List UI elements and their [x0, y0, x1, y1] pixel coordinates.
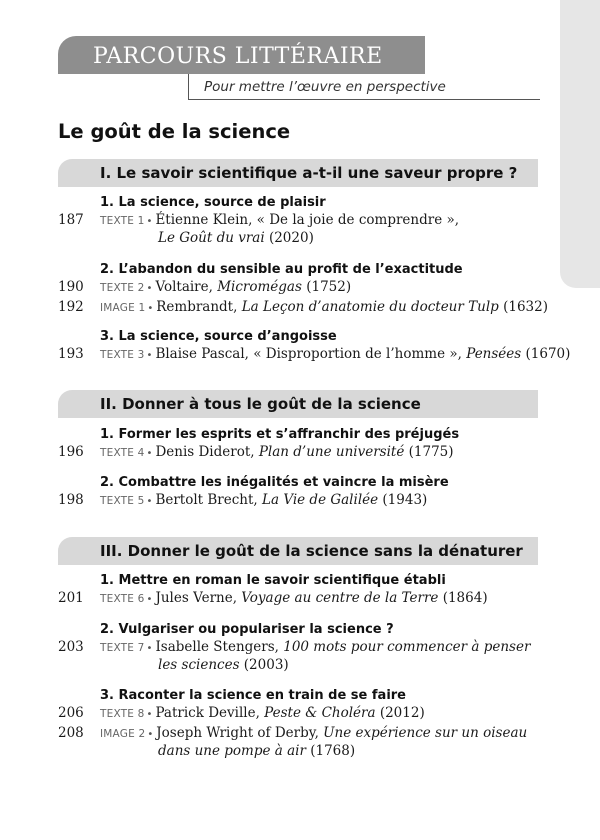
entry-year: (1752): [301, 279, 352, 295]
toc-entry[interactable]: [0, 279, 560, 299]
page-number: 190: [58, 279, 84, 295]
entry-work: Peste & Choléra: [264, 705, 376, 721]
entry-work: Voyage au centre de la Terre: [241, 590, 439, 606]
page-number: 203: [58, 639, 84, 655]
entry-line-2: [158, 230, 314, 246]
page-number: 192: [58, 299, 84, 315]
entry-year: (1632): [498, 299, 548, 315]
page-number: 193: [58, 346, 84, 362]
page-number: 198: [58, 492, 84, 508]
toc-entry[interactable]: [0, 346, 571, 366]
entry-work: Une expérience sur un oiseau: [323, 725, 528, 741]
entry-line-2: [158, 657, 289, 673]
entry-work-cont: les sciences: [158, 657, 240, 673]
bullet-icon: •: [146, 283, 153, 294]
entry-line: [100, 492, 427, 508]
entry-work: Le Goût du vrai: [158, 230, 265, 246]
section-title: 2. L’abandon du sensible au profit de l’exactitude: [100, 262, 463, 277]
entry-author: Blaise Pascal, « Disproportion de l’homme »,: [155, 346, 467, 362]
bullet-icon: •: [147, 729, 154, 740]
entry-line: [100, 725, 527, 741]
entry-label: TEXTE 5: [100, 495, 145, 507]
entry-author: Jules Verne,: [155, 590, 242, 606]
page-number: 206: [58, 705, 84, 721]
entry-author: Rembrandt,: [156, 299, 242, 315]
entry-work: La Vie de Galilée: [262, 492, 379, 508]
section-title: 1. Mettre en roman le savoir scientifique établi: [100, 573, 446, 588]
entry-label: TEXTE 7: [100, 642, 145, 654]
entry-label: IMAGE 2: [100, 728, 146, 740]
bullet-icon: •: [146, 709, 153, 720]
entry-line: [100, 299, 548, 315]
banner-subtitle: Pour mettre l’œuvre en perspective: [204, 79, 446, 95]
entry-label: TEXTE 1: [100, 215, 145, 227]
entry-work-cont: dans une pompe à air: [158, 743, 306, 759]
toc-entry[interactable]: [0, 444, 560, 464]
entry-line: [100, 639, 530, 655]
toc-entry[interactable]: [0, 212, 560, 246]
entry-work: 100 mots pour commencer à penser: [283, 639, 531, 655]
page-number: 196: [58, 444, 84, 460]
entry-author: Bertolt Brecht,: [155, 492, 263, 508]
entry-work: La Leçon d’anatomie du docteur Tulp: [241, 299, 499, 315]
page-number: 187: [58, 212, 84, 228]
section-title: 1. Former les esprits et s’affranchir des préjugés: [100, 427, 460, 442]
entry-label: TEXTE 3: [100, 349, 145, 361]
entry-line: [100, 444, 454, 460]
entry-line: [100, 346, 570, 362]
section-title: 2. Combattre les inégalités et vaincre la misère: [100, 475, 449, 490]
part-title: III. Donner le goût de la science sans la dénaturer: [100, 542, 523, 560]
page-number: 201: [58, 590, 84, 606]
divider: [188, 74, 189, 99]
toc-entry[interactable]: [0, 639, 560, 673]
bullet-icon: •: [146, 448, 153, 459]
entry-label: TEXTE 4: [100, 447, 145, 459]
bullet-icon: •: [146, 594, 153, 605]
section-title: 1. La science, source de plaisir: [100, 195, 326, 210]
bullet-icon: •: [146, 350, 153, 361]
section-title: 3. Raconter la science en train de se faire: [100, 688, 407, 703]
entry-author: Isabelle Stengers,: [155, 639, 284, 655]
bullet-icon: •: [146, 216, 153, 227]
banner-title: PARCOURS LITTÉRAIRE: [93, 44, 383, 69]
entry-line-2: [158, 743, 355, 759]
entry-line: [100, 705, 425, 721]
part-title: II. Donner à tous le goût de la science: [100, 395, 421, 413]
entry-line: [100, 590, 488, 606]
entry-author: Denis Diderot,: [155, 444, 259, 460]
divider: [188, 99, 540, 100]
entry-year: (1775): [404, 444, 454, 460]
page-number: 208: [58, 725, 84, 741]
side-tab: [560, 0, 600, 288]
entry-label: IMAGE 1: [100, 302, 146, 314]
entry-author: Étienne Klein, « De la joie de comprendre »,: [155, 212, 460, 228]
entry-year: (1670): [521, 346, 571, 362]
section-title: 2. Vulgariser ou populariser la science ?: [100, 622, 394, 637]
toc-entry[interactable]: [0, 590, 560, 610]
entry-work: Plan d’une université: [258, 444, 405, 460]
entry-year: (2003): [239, 657, 289, 673]
toc-entry[interactable]: [0, 299, 560, 319]
toc-entry[interactable]: [0, 725, 560, 759]
entry-line: [100, 279, 351, 295]
toc-entry[interactable]: [0, 492, 560, 512]
entry-year: (1768): [305, 743, 356, 759]
part-title: I. Le savoir scientifique a-t-il une saveur propre ?: [100, 164, 518, 182]
entry-label: TEXTE 8: [100, 708, 145, 720]
toc-entry[interactable]: [0, 705, 560, 725]
entry-work: Micromégas: [217, 279, 302, 295]
entry-year: (2020): [264, 230, 314, 246]
entry-year: (1864): [438, 590, 488, 606]
entry-year: (2012): [375, 705, 425, 721]
entry-author: Joseph Wright of Derby,: [156, 725, 324, 741]
bullet-icon: •: [147, 303, 154, 314]
entry-label: TEXTE 2: [100, 282, 145, 294]
entry-work: Pensées: [466, 346, 522, 362]
page-title: Le goût de la science: [58, 120, 291, 143]
entry-author: Patrick Deville,: [155, 705, 265, 721]
entry-label: TEXTE 6: [100, 593, 145, 605]
entry-line: [100, 212, 459, 228]
bullet-icon: •: [146, 643, 153, 654]
section-title: 3. La science, source d’angoisse: [100, 329, 337, 344]
bullet-icon: •: [146, 496, 153, 507]
entry-year: (1943): [378, 492, 428, 508]
entry-author: Voltaire,: [155, 279, 218, 295]
